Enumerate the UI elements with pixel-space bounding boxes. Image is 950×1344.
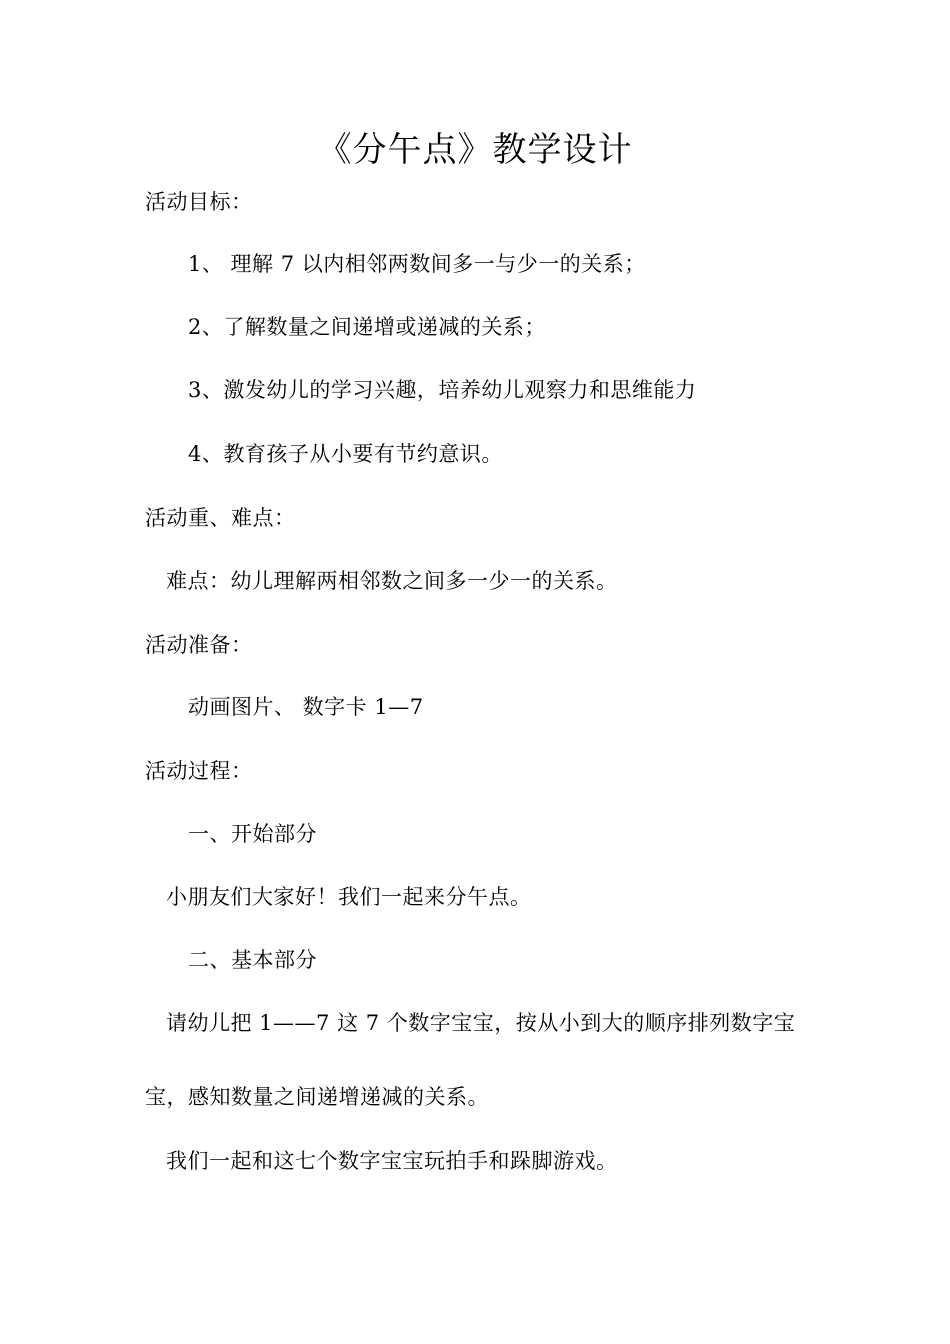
objective-item-4: 4、教育孩子从小要有节约意识。: [188, 442, 503, 466]
preparation-text: 动画图片、 数字卡 1—7: [188, 695, 424, 719]
objective-item-1: 1、 理解 7 以内相邻两数间多一与少一的关系；: [188, 252, 646, 276]
difficulty-text: 难点：幼儿理解两相邻数之间多一少一的关系。: [166, 569, 618, 593]
objective-item-2: 2、了解数量之间递增或递减的关系；: [188, 315, 546, 339]
objectives-heading: 活动目标：: [145, 190, 253, 214]
part2-text-line-2: 宝，感知数量之间递增递减的关系。: [145, 1085, 489, 1109]
objective-item-3: 3、激发幼儿的学习兴趣，培养幼儿观察力和思维能力: [188, 378, 697, 402]
document-title: 《分午点》教学设计: [317, 130, 633, 170]
process-heading: 活动过程：: [145, 759, 253, 783]
part2-text-line-3: 我们一起和这七个数字宝宝玩拍手和跺脚游戏。: [166, 1149, 618, 1173]
preparation-heading: 活动准备：: [145, 633, 253, 657]
part2-heading: 二、基本部分: [188, 948, 317, 972]
difficulty-heading: 活动重、难点：: [145, 506, 296, 530]
part1-text: 小朋友们大家好！我们一起来分午点。: [166, 885, 532, 909]
part2-text-line-1: 请幼儿把 1——7 这 7 个数字宝宝，按从小到大的顺序排列数字宝: [166, 1011, 796, 1035]
part1-heading: 一、开始部分: [188, 822, 317, 846]
